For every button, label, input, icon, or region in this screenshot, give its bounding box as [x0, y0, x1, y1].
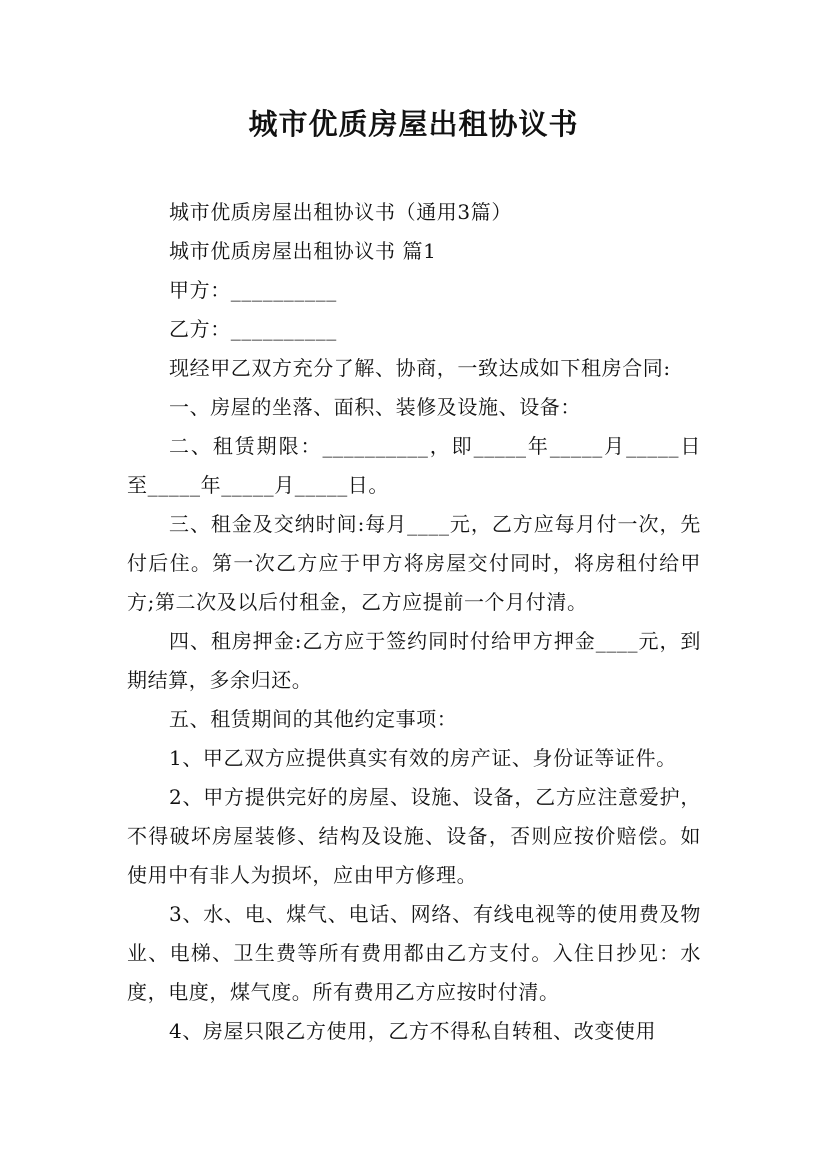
paragraph-party-b: 乙方：__________: [169, 317, 337, 341]
paragraph-intro: 现经甲乙双方充分了解、协商，一致达成如下租房合同:: [169, 356, 671, 380]
paragraph-part-heading: 城市优质房屋出租协议书 篇1: [169, 239, 437, 263]
paragraph-item-1: 1、甲乙双方应提供真实有效的房产证、身份证等证件。: [169, 746, 677, 770]
paragraph-party-a: 甲方：__________: [169, 278, 337, 302]
paragraph-clause-3: 三、租金及交纳时间:每月____元，乙方应每月付一次，先付后住。第一次乙方应于甲方将房屋交付同时，将房租付给甲方;第二次及以后付租金，乙方应提前一个月付清。: [127, 512, 701, 614]
paragraph-item-3: 3、水、电、煤气、电话、网络、有线电视等的使用费及物业、电梯、卫生费等所有费用都由乙方支付。入住日抄见：水度，电度，煤气度。所有费用乙方应按时付清。: [127, 902, 701, 1004]
paragraph-clause-2: 二、租赁期限：__________，即_____年_____月_____日至_____年_____月_____日。: [127, 434, 701, 497]
paragraph-item-2: 2、甲方提供完好的房屋、设施、设备，乙方应注意爱护，不得破坏房屋装修、结构及设施、设备，否则应按价赔偿。如使用中有非人为损坏，应由甲方修理。: [127, 785, 701, 887]
paragraph-clause-5: 五、租赁期间的其他约定事项：: [169, 707, 458, 731]
document-body: [127, 193, 701, 1051]
paragraph-clause-4: 四、租房押金:乙方应于签约同时付给甲方押金____元，到期结算，多余归还。: [127, 629, 701, 692]
document-title: 城市优质房屋出租协议书: [248, 107, 579, 141]
paragraph-clause-1: 一、房屋的坐落、面积、装修及设施、设备：: [169, 395, 581, 419]
paragraph-item-4: 4、房屋只限乙方使用，乙方不得私自转租、改变使用: [169, 1019, 657, 1043]
paragraph-subtitle: 城市优质房屋出租协议书（通用3篇）: [169, 200, 512, 224]
